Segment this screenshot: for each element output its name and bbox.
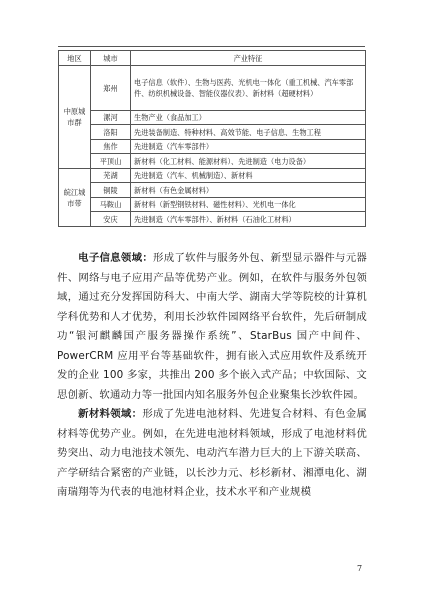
paragraph-materials	[57, 405, 367, 503]
features-cell: 先进装备制造、特种材料、高效节能、电子信息、生物工程	[131, 125, 366, 140]
region-cell: 皖江城市带	[59, 169, 91, 227]
city-cell: 漯河	[91, 111, 131, 125]
table-row	[59, 183, 366, 198]
table-row	[59, 169, 366, 183]
table-header-row	[59, 51, 366, 66]
city-cell: 铜陵	[91, 183, 131, 198]
features-cell: 先进制造（汽车零部件）	[131, 140, 366, 154]
industry-table	[58, 50, 366, 227]
table-row	[59, 198, 366, 212]
city-cell: 安庆	[91, 212, 131, 227]
city-cell: 平顶山	[91, 154, 131, 169]
city-cell: 郑州	[91, 66, 131, 111]
city-cell: 焦作	[91, 140, 131, 154]
paragraph-lead: 电子信息领域：	[78, 252, 154, 264]
features-cell: 先进制造（汽车零部件）、新材料（石油化工材料）	[131, 212, 366, 227]
table-row	[59, 125, 366, 140]
features-cell: 电子信息（软件）、生物与医药、光机电一体化（重工机械、汽车零部件、纺织机械设备、智能仪器仪表）、新材料（超硬材料）	[131, 66, 366, 111]
city-cell: 洛阳	[91, 125, 131, 140]
features-cell: 新材料（有色金属材料）	[131, 183, 366, 198]
paragraph-lead: 新材料领域：	[78, 408, 143, 420]
table-top-rule	[58, 46, 365, 47]
table-row	[59, 140, 366, 154]
city-cell: 芜湖	[91, 169, 131, 183]
header-region: 地区	[59, 51, 91, 66]
table-row	[59, 66, 366, 111]
header-features: 产业特征	[131, 51, 366, 66]
table-row	[59, 212, 366, 227]
table-row	[59, 111, 366, 125]
features-cell: 先进制造（汽车、机械制造）、新材料	[131, 169, 366, 183]
page-number: 7	[357, 564, 363, 573]
paragraph-electronics	[57, 249, 367, 405]
paragraph-text: 形成了先进电池材料、先进复合材料、有色金属材料等优势产业。例如，在先进电池材料领域，形成了电池材料优势突出、动力电池技术领先、电动汽车潜力巨大的上下游关联高、产学研结合紧密的产业链，以长沙力元、杉杉新材、湘潭电化、湖南瑞翔等为代表的电池材料企业，技术水平和产业规模	[57, 408, 368, 498]
features-cell: 新材料（化工材料、能源材料）、先进制造（电力设备）	[131, 154, 366, 169]
table-row	[59, 154, 366, 169]
features-cell: 新材料（新型钢铁材料、磁性材料）、光机电一体化	[131, 198, 366, 212]
city-cell: 马鞍山	[91, 198, 131, 212]
paragraph-text: 形成了软件与服务外包、新型显示器件与元器件、网络与电子应用产品等优势产业。例如，在软件与服务外包领域，通过充分发挥国防科大、中南大学、湖南大学等院校的计算机学科优势和人才优势，利用长沙软件园网络平台软件，先后研制成功“银河麒麟国产服务器操作系统”、StarBus 国产中间件、PowerCRM 应用平台等基础软件，拥有嵌入式应用软件及系统开发的企业 100 多家，共推出 200 多个嵌入式产品；中软国际、文思创新、软通动力等一批国内知名服务外包企业聚集长沙软件园。	[57, 252, 368, 401]
header-city: 城市	[91, 51, 131, 66]
features-cell: 生物产业（食品加工）	[131, 111, 366, 125]
region-cell: 中原城市群	[59, 66, 91, 169]
